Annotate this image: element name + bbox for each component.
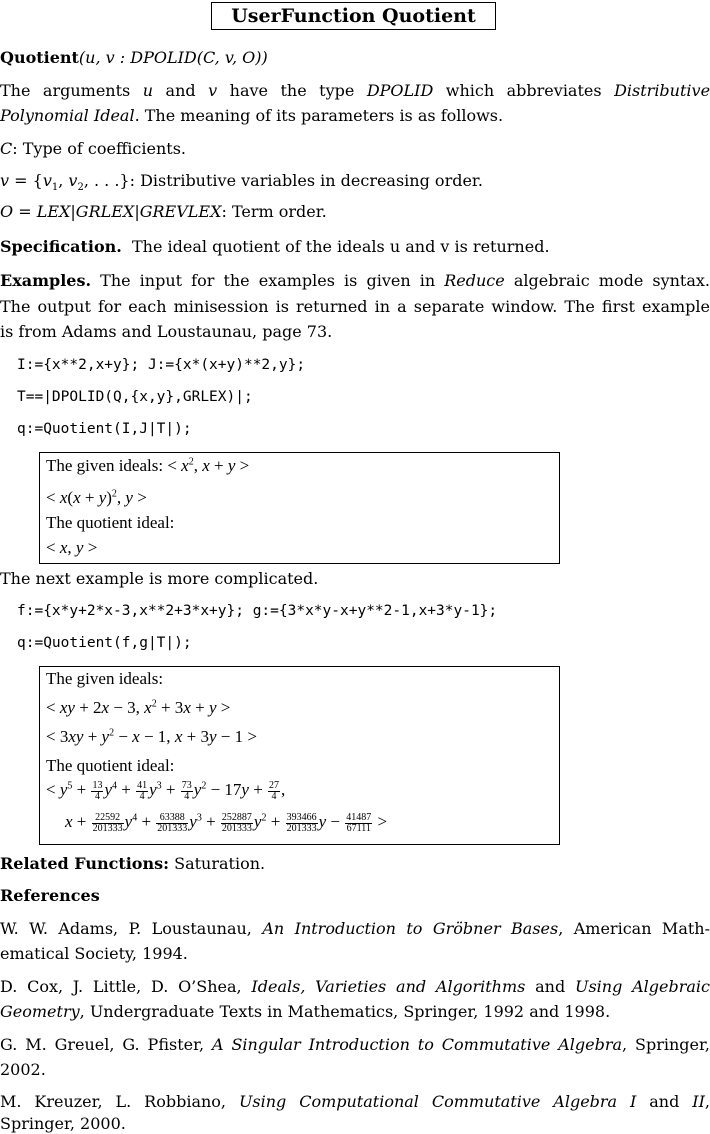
- intro-line-2: Polynomial Ideal. The meaning of its parameters is as follows.: [0, 106, 504, 125]
- related-functions: Related Functions: Saturation.: [0, 854, 266, 873]
- reference-item: D. Cox, J. Little, D. O’Shea, Ideals, Varieties and Algorithms and Using Algebraic: [0, 977, 710, 996]
- output-line: The quotient ideal:: [46, 756, 175, 775]
- code-line: q:=Quotient(I,J|T|);: [17, 421, 192, 437]
- intro-line-1: The arguments u and v have the type DPOLID which abbreviates Distributive: [0, 81, 710, 100]
- param-v: $v = \{v_1$, $v_2$, . . .}: Distributive variables in decreasing order.: [0, 171, 483, 194]
- code-line: I:={x**2,x+y}; J:={x*(x+y)**2,y};: [17, 357, 306, 373]
- output-line: < xy + 2x − 3, $x^2 + 3x + y$ >: [46, 698, 231, 717]
- reference-item-cont: Geometry, Undergraduate Texts in Mathematics, Springer, 1992 and 1998.: [0, 1002, 611, 1021]
- output-line: < $x(x + y)^2$, y >: [46, 488, 147, 507]
- reference-item: W. W. Adams, P. Loustaunau, An Introduction to Gröbner Bases, American Math-: [0, 919, 710, 938]
- output-line: < x, y >: [46, 538, 98, 557]
- examples-line-2: The output for each minisession is returned in a separate window. The first example: [0, 297, 710, 316]
- output-window: [39, 666, 560, 845]
- code-line: q:=Quotient(f,g|T|);: [17, 635, 192, 651]
- reference-item: M. Kreuzer, L. Robbiano, Using Computational Commutative Algebra I and II,: [0, 1092, 710, 1111]
- output-window: [39, 452, 560, 564]
- references-heading: References: [0, 886, 100, 905]
- examples-line-1: Examples. The input for the examples is given in Reduce algebraic mode syntax.: [0, 271, 710, 290]
- examples-line-3: is from Adams and Loustaunau, page 73.: [0, 322, 333, 341]
- output-line: < $3xy + y^2 - x - 1$, x + 3y − 1 >: [46, 727, 257, 746]
- next-example-text: The next example is more complicated.: [0, 569, 319, 588]
- specification: Specification. The ideal quotient of the ideals u and v is returned.: [0, 237, 550, 256]
- output-line: < $y^5$ + $\frac{13}{4}$ $y^4$ + $\frac{41}{4}$ $y^3$ + $\frac{73}{4}$ $y^2 - 17y$ + $\frac{27}{4}$ ,: [46, 779, 286, 802]
- output-line: The quotient ideal:: [46, 513, 175, 532]
- output-line: x + $\frac{22592}{201333}$ $y^4$ + $\frac{63388}{201333}$ $y^3$ + $\frac{252887}{201333}$ $y^2$ + $\frac{393466}{201333}$ y − $\frac{41487}{67111}$ >: [65, 811, 388, 834]
- reference-item-cont: ematical Society, 1994.: [0, 944, 188, 963]
- code-line: T==|DPOLID(Q,{x,y},GRLEX)|;: [17, 389, 253, 405]
- output-line: The given ideals:: [46, 669, 164, 688]
- code-line: f:={x*y+2*x-3,x**2+3*x+y}; g:={3*x*y-x+y**2-1,x+3*y-1};: [17, 603, 498, 619]
- param-o: O = LEX|GRLEX|GREVLEX: Term order.: [0, 202, 327, 221]
- page-title: UserFunction Quotient: [211, 2, 496, 30]
- reference-item: G. M. Greuel, G. Pfister, A Singular Introduction to Commutative Algebra, Springer,: [0, 1035, 710, 1054]
- reference-item-cont: 2002.: [0, 1060, 46, 1079]
- function-args: (u, v : DPOLID(C, v, O)): [78, 48, 268, 67]
- param-c: C: Type of coefficients.: [0, 139, 186, 158]
- function-name: Quotient: [0, 48, 79, 67]
- function-signature: [0, 48, 268, 67]
- output-line: The given ideals: < $x^2$, x + y >: [46, 456, 250, 475]
- reference-item-cont: Springer, 2000.: [0, 1114, 126, 1133]
